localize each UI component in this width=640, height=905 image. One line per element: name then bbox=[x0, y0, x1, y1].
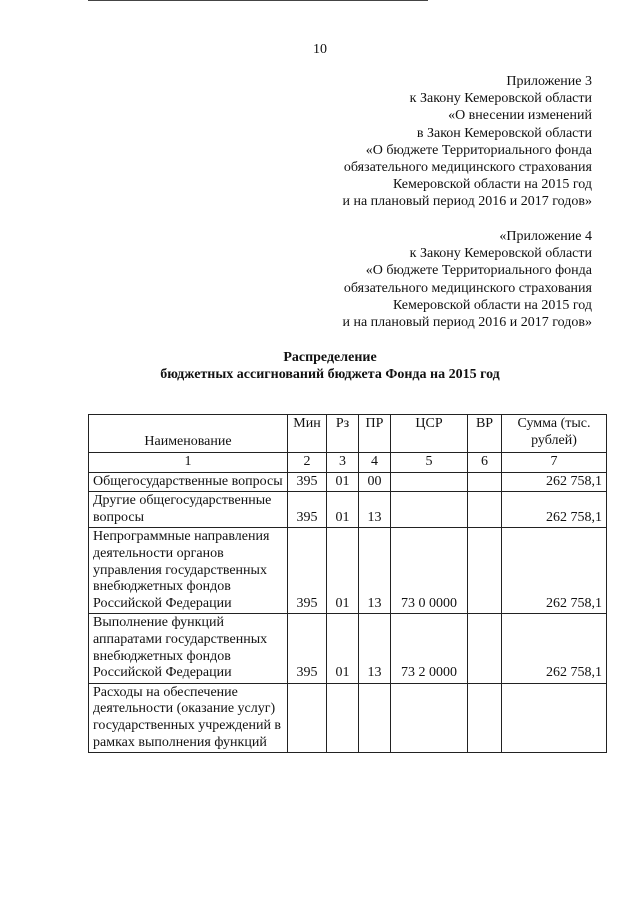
row-pr: 13 bbox=[359, 614, 391, 683]
table-row bbox=[89, 683, 607, 752]
row-name: Непрограммные направления деятельности органов управления государственных внебюджетных фондов Российской Федерации bbox=[89, 528, 288, 614]
row-name: Общегосударственные вопросы bbox=[89, 472, 288, 492]
table-row bbox=[89, 472, 607, 492]
appendix-4-block bbox=[342, 228, 592, 331]
row-sum: 262 758,1 bbox=[502, 492, 607, 528]
appendix-4-line: и на плановый период 2016 и 2017 годов» bbox=[342, 315, 592, 331]
row-pr bbox=[359, 683, 391, 752]
table-row bbox=[89, 614, 607, 683]
row-min bbox=[288, 683, 327, 752]
document-title bbox=[0, 349, 640, 383]
row-vr bbox=[468, 472, 502, 492]
appendix-3-line: Приложение 3 bbox=[506, 74, 592, 89]
row-name: Выполнение функций аппаратами государственных внебюджетных фондов Российской Федерации bbox=[89, 614, 288, 683]
appendix-4-line: «Приложение 4 bbox=[499, 229, 592, 244]
appendix-4-line: к Закону Кемеровской области bbox=[409, 246, 592, 262]
page-number: 10 bbox=[313, 42, 327, 57]
row-rz bbox=[327, 683, 359, 752]
appendix-3-line: «О бюджете Территориального фонда bbox=[365, 142, 592, 158]
row-rz: 01 bbox=[327, 614, 359, 683]
row-vr bbox=[468, 683, 502, 752]
table-row bbox=[89, 492, 607, 528]
row-pr: 00 bbox=[359, 472, 391, 492]
title-line-1: Распределение bbox=[283, 350, 377, 365]
header-pr: ПР bbox=[359, 415, 391, 453]
row-sum bbox=[502, 683, 607, 752]
row-pr: 13 bbox=[359, 492, 391, 528]
row-vr bbox=[468, 492, 502, 528]
column-number: 3 bbox=[327, 453, 359, 473]
row-min: 395 bbox=[288, 492, 327, 528]
row-csr bbox=[391, 492, 468, 528]
row-min: 395 bbox=[288, 472, 327, 492]
top-rule bbox=[88, 0, 428, 1]
column-number: 2 bbox=[288, 453, 327, 473]
appendix-3-block bbox=[342, 73, 592, 211]
row-rz: 01 bbox=[327, 492, 359, 528]
row-min: 395 bbox=[288, 614, 327, 683]
row-vr bbox=[468, 614, 502, 683]
appendix-3-line: Кемеровской области на 2015 год bbox=[392, 177, 592, 193]
row-csr: 73 0 0000 bbox=[391, 528, 468, 614]
header-csr: ЦСР bbox=[391, 415, 468, 453]
row-pr: 13 bbox=[359, 528, 391, 614]
table-row bbox=[89, 528, 607, 614]
appendix-4-line: обязательного медицинского страхования bbox=[343, 280, 592, 296]
appendix-4-line: Кемеровской области на 2015 год bbox=[392, 297, 592, 313]
header-sum: Сумма (тыс. рублей) bbox=[502, 415, 607, 453]
appendix-3-line: обязательного медицинского страхования bbox=[343, 160, 592, 176]
row-csr bbox=[391, 472, 468, 492]
header-rz: Рз bbox=[327, 415, 359, 453]
column-number-row bbox=[89, 453, 607, 473]
row-name: Расходы на обеспечение деятельности (оказание услуг) государственных учреждений в рамках выполнения функций bbox=[89, 683, 288, 752]
column-number: 6 bbox=[468, 453, 502, 473]
budget-table bbox=[88, 414, 607, 753]
column-number: 7 bbox=[502, 453, 607, 473]
appendix-3-line: к Закону Кемеровской области bbox=[409, 91, 592, 107]
row-vr bbox=[468, 528, 502, 614]
header-min: Мин bbox=[288, 415, 327, 453]
row-csr bbox=[391, 683, 468, 752]
row-rz: 01 bbox=[327, 528, 359, 614]
header-row bbox=[89, 415, 607, 453]
appendix-3-line: в Закон Кемеровской области bbox=[416, 125, 592, 141]
appendix-4-line: «О бюджете Территориального фонда bbox=[365, 263, 592, 279]
column-number: 4 bbox=[359, 453, 391, 473]
row-sum: 262 758,1 bbox=[502, 614, 607, 683]
row-sum: 262 758,1 bbox=[502, 472, 607, 492]
column-number: 1 bbox=[89, 453, 288, 473]
title-line-2: бюджетных ассигнований бюджета Фонда на 2015 год bbox=[160, 367, 500, 382]
appendix-3-line: и на плановый период 2016 и 2017 годов» bbox=[342, 194, 592, 210]
header-name: Наименование bbox=[89, 415, 288, 453]
row-min: 395 bbox=[288, 528, 327, 614]
appendix-3-line: «О внесении изменений bbox=[448, 108, 592, 124]
row-sum: 262 758,1 bbox=[502, 528, 607, 614]
column-number: 5 bbox=[391, 453, 468, 473]
row-rz: 01 bbox=[327, 472, 359, 492]
header-vr: ВР bbox=[468, 415, 502, 453]
row-name: Другие общегосударственные вопросы bbox=[89, 492, 288, 528]
row-csr: 73 2 0000 bbox=[391, 614, 468, 683]
